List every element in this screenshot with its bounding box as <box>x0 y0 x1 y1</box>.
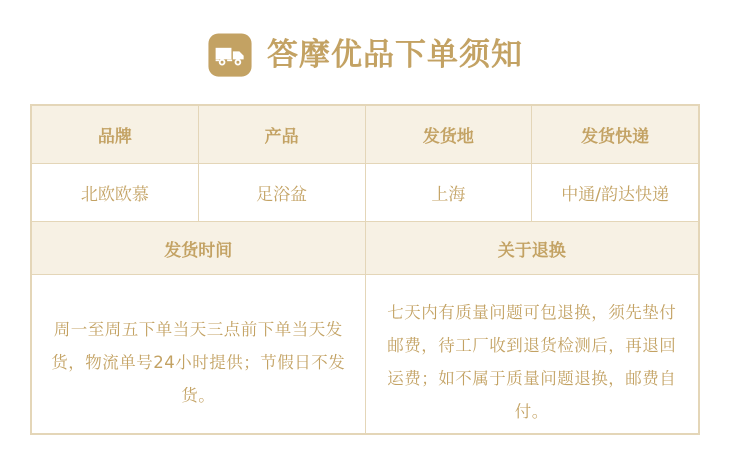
page-header <box>0 0 730 104</box>
table-header-row <box>32 106 699 164</box>
section-body-shipping-time <box>32 275 366 434</box>
section-body-row <box>32 275 699 434</box>
order-info-table <box>30 104 700 435</box>
section-header-returns: 关于退换 <box>365 222 699 275</box>
page-title: 答摩优品下单须知 <box>267 36 523 73</box>
column-header-product: 产品 <box>198 106 365 164</box>
value-courier: 中通/韵达快递 <box>532 164 699 222</box>
returns-text: 七天内有质量问题可包退换，须先垫付邮费，待工厂收到退货检测后，再退回运费；如不属于质量问题退换，邮费自付。 <box>387 303 677 421</box>
table-value-row <box>32 164 699 222</box>
value-brand: 北欧欧慕 <box>32 164 199 222</box>
section-body-returns <box>365 275 699 434</box>
column-header-brand: 品牌 <box>32 106 199 164</box>
shipping-time-text: 周一至周五下单当天三点前下单当天发货，物流单号24小时提供；节假日不发货。 <box>51 319 346 405</box>
value-ship-from: 上海 <box>365 164 532 222</box>
value-product: 足浴盆 <box>198 164 365 222</box>
column-header-ship-from: 发货地 <box>365 106 532 164</box>
section-header-shipping-time: 发货时间 <box>32 222 366 275</box>
section-header-row <box>32 222 699 275</box>
column-header-courier: 发货快递 <box>532 106 699 164</box>
delivery-truck-icon <box>207 32 253 78</box>
